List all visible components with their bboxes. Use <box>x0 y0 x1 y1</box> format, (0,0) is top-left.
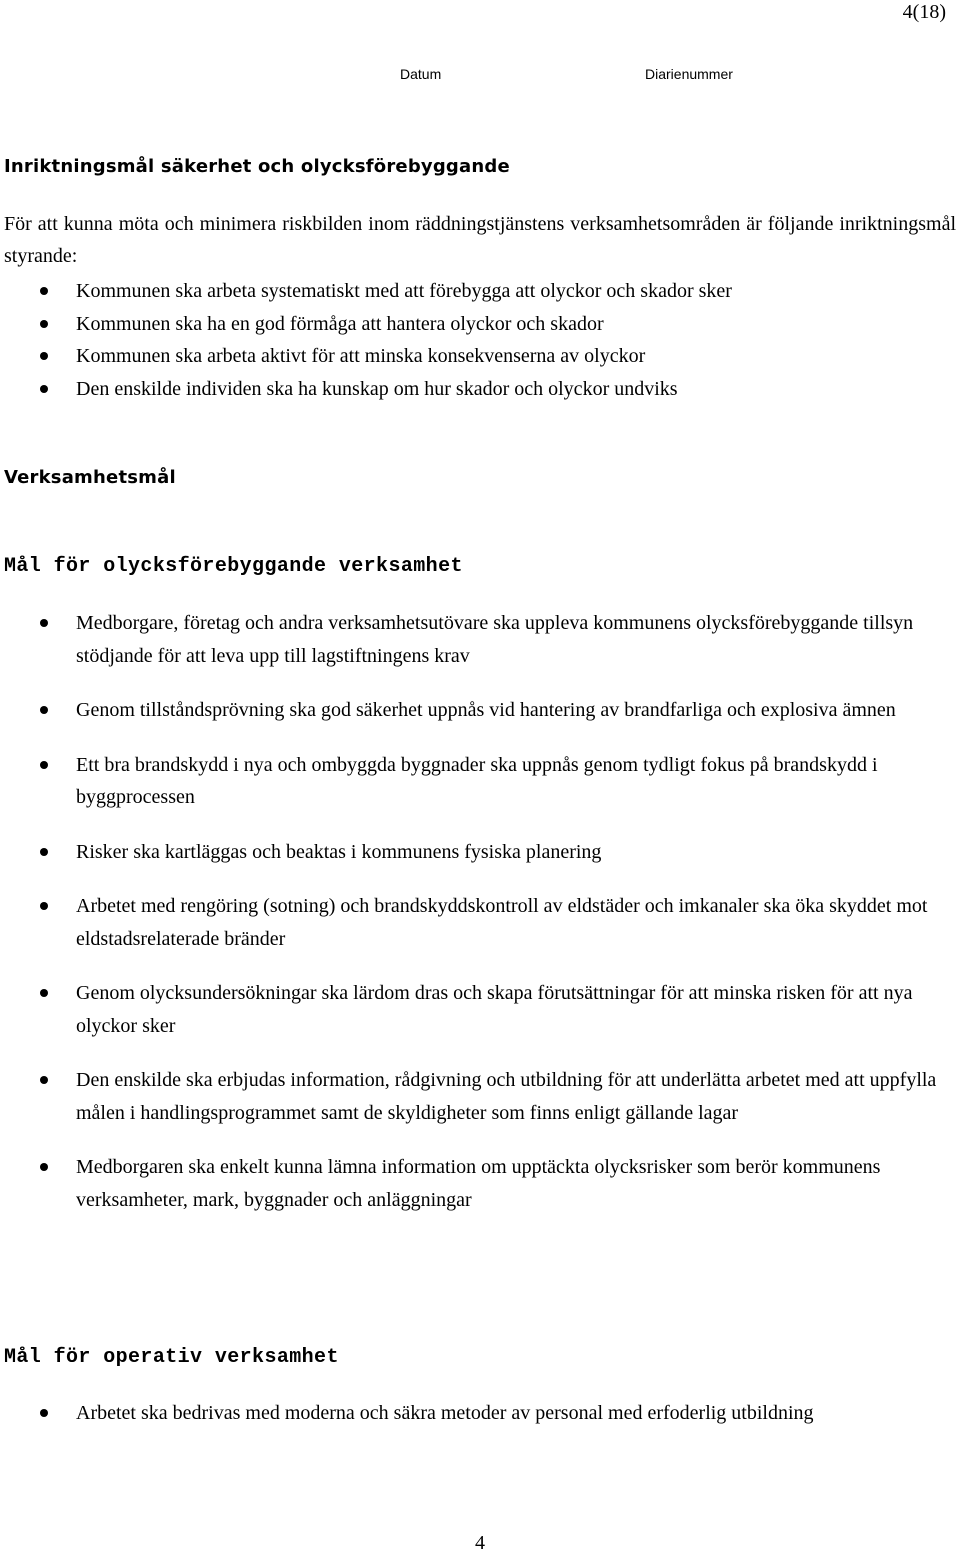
bullet-icon <box>40 320 48 328</box>
section-heading-operativ: Mål för operativ verksamhet <box>4 1346 339 1369</box>
bullet-icon <box>40 1409 48 1417</box>
list-item: Den enskilde individen ska ha kunskap om hur skador och olyckor undviks <box>0 373 956 406</box>
inriktningsmal-list <box>0 275 956 405</box>
bullet-icon <box>40 1163 48 1171</box>
bullet-icon <box>40 287 48 295</box>
section-heading-verksamhetsmal: Verksamhetsmål <box>4 467 176 488</box>
list-item: Medborgaren ska enkelt kunna lämna information om upptäckta olycksrisker som berör kommunens verksamheter, mark, byggnader och anläggningar <box>0 1151 956 1216</box>
list-item: Risker ska kartläggas och beaktas i kommunens fysiska planering <box>0 836 956 869</box>
section-heading-olycksforebyggande: Mål för olycksförebyggande verksamhet <box>4 555 463 578</box>
list-item: Kommunen ska ha en god förmåga att hantera olyckor och skador <box>0 308 956 341</box>
list-item: Arbetet med rengöring (sotning) och brandskyddskontroll av eldstäder och imkanaler ska öka skyddet mot eldstadsrelaterade bränder <box>0 890 956 955</box>
header-datum: Datum <box>400 66 442 82</box>
bullet-icon <box>40 619 48 627</box>
operativ-list <box>0 1397 956 1430</box>
list-item: Medborgare, företag och andra verksamhetsutövare ska uppleva kommunens olycksförebyggande tillsyn stödjande för att leva upp till lagstiftningens krav <box>0 607 956 672</box>
bullet-icon <box>40 902 48 910</box>
bullet-icon <box>40 761 48 769</box>
list-item: Ett bra brandskydd i nya och ombyggda byggnader ska uppnås genom tydligt fokus på brandskydd i byggprocessen <box>0 749 956 814</box>
header-diarienummer: Diarienummer <box>645 66 733 82</box>
bullet-icon <box>40 385 48 393</box>
olycksforebyggande-list <box>0 607 956 1238</box>
bullet-icon <box>40 1076 48 1084</box>
bullet-icon <box>40 848 48 856</box>
bullet-icon <box>40 352 48 360</box>
section-heading-inriktningsmal: Inriktningsmål säkerhet och olycksförebyggande <box>4 156 510 177</box>
bullet-icon <box>40 706 48 714</box>
intro-paragraph: För att kunna möta och minimera riskbilden inom räddningstjänstens verksamhetsområden är följande inriktningsmål styrande: <box>4 213 956 267</box>
list-item: Genom olycksundersökningar ska lärdom dras och skapa förutsättningar för att minska risken för att nya olyckor sker <box>0 977 956 1042</box>
bullet-icon <box>40 989 48 997</box>
list-item: Genom tillståndsprövning ska god säkerhet uppnås vid hantering av brandfarliga och explosiva ämnen <box>0 694 956 727</box>
page-number: 4 <box>475 1532 485 1554</box>
list-item: Den enskilde ska erbjudas information, rådgivning och utbildning för att underlätta arbetet med att uppfylla målen i handlingsprogrammet samt de skyldigheter som finns enligt gällande lagar <box>0 1064 956 1129</box>
page-count-label: 4(18) <box>902 1 946 23</box>
list-item: Arbetet ska bedrivas med moderna och säkra metoder av personal med erfoderlig utbildning <box>0 1397 956 1430</box>
list-item: Kommunen ska arbeta aktivt för att minska konsekvenserna av olyckor <box>0 340 956 373</box>
list-item: Kommunen ska arbeta systematiskt med att förebygga att olyckor och skador sker <box>0 275 956 308</box>
